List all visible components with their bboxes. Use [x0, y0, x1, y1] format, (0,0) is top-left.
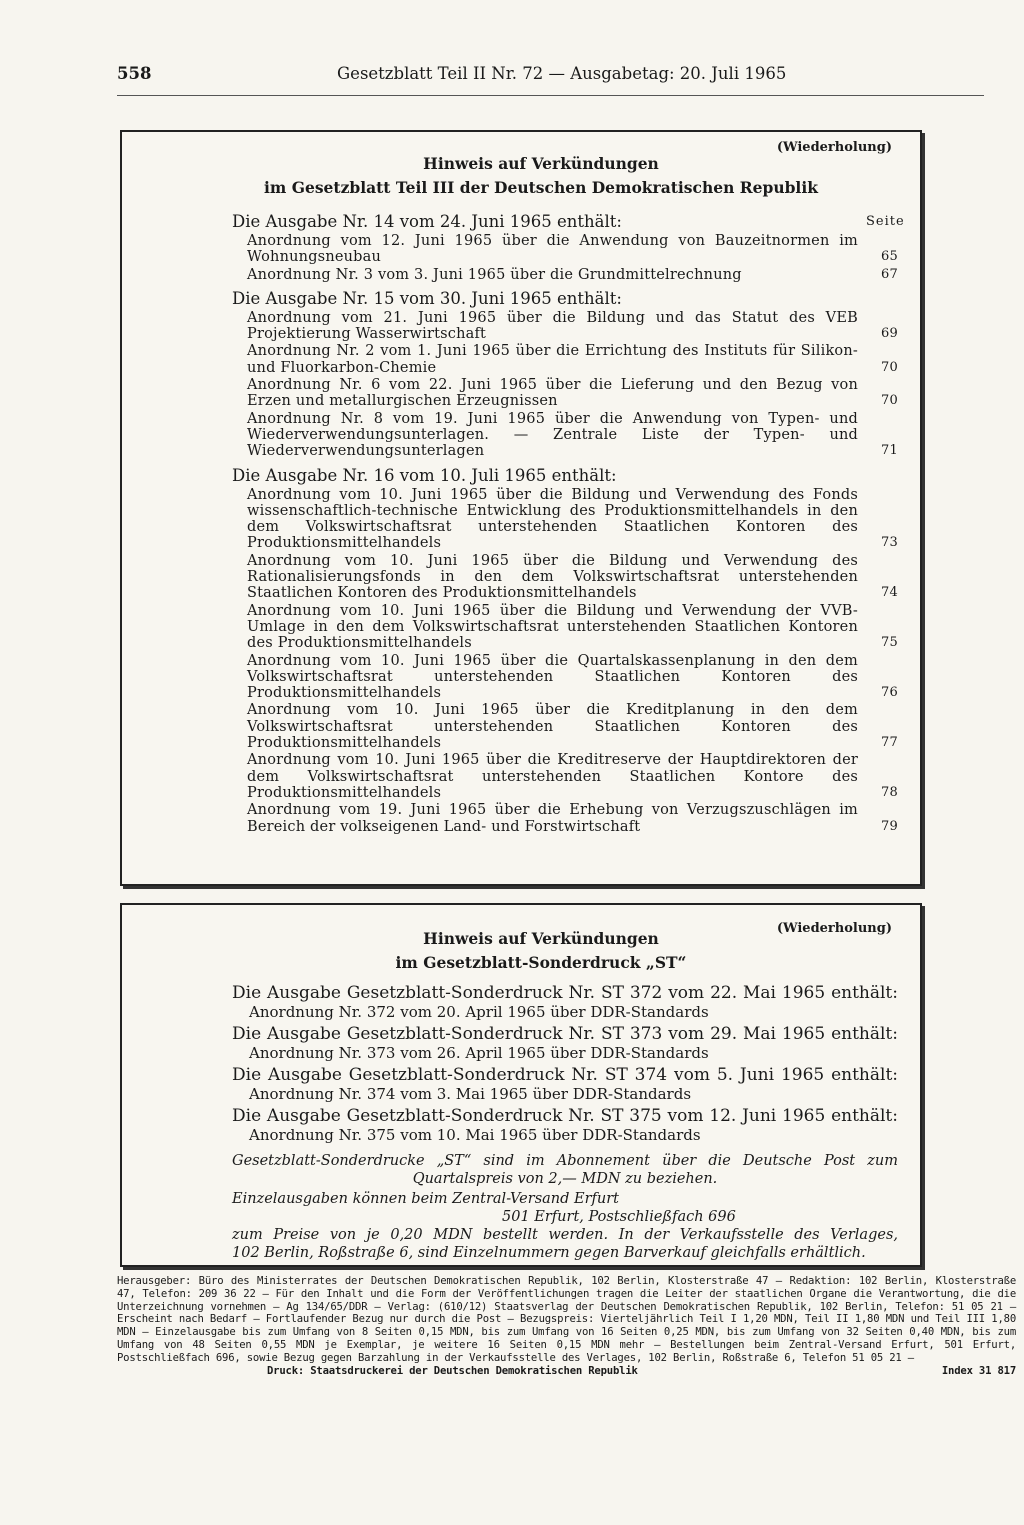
toc-entry-text: Anordnung Nr. 3 vom 3. Juni 1965 über die Grundmittelrechnung: [247, 266, 742, 283]
toc-entry-text: Anordnung vom 10. Juni 1965 über die Kreditplanung in den dem Volkswirtschaftsrat unterstehenden Staatlichen Kontoren des Produktionsmittelhandels: [247, 702, 858, 752]
toc-entry-text: Anordnung vom 10. Juni 1965 über die Bildung und Verwendung des Fonds wissenschaftlich-technische Entwicklung des Produktionsmittelhandels in den dem Volkswirtschaftsrat unterstehenden Staatlichen Kontoren des Produktionsmittelhandels: [247, 486, 858, 552]
st-issue-heading: Die Ausgabe Gesetzblatt-Sonderdruck Nr. ST 375 vom 12. Juni 1965 enthält:: [232, 1106, 898, 1126]
toc-entry: [232, 553, 898, 602]
price-note-2: 102 Berlin, Roßstraße 6, sind Einzelnummern gegen Barverkauf gleichfalls erhältlich.: [232, 1245, 866, 1261]
issue-heading: [232, 289, 898, 309]
toc-entry-text: Anordnung Nr. 8 vom 19. Juni 1965 über die Anwendung von Typen- und Wiederverwendungsunterlagen. — Zentrale Liste der Typen- und Wiederverwendungsunterlagen: [247, 410, 858, 460]
notice-box-sonderdruck-st: [120, 903, 922, 1267]
box-title-line2: im Gesetzblatt-Sonderdruck „ST“: [395, 953, 687, 972]
toc-entry-text: Anordnung vom 10. Juni 1965 über die Bildung und Verwendung des Rationalisierungsfonds in den dem Volkswirtschaftsrat unterstehenden Staatlichen Kontoren des Produktionsmittelhandels: [247, 552, 858, 602]
order-address: 501 Erfurt, Postschließfach 696: [502, 1209, 736, 1225]
toc-entry: [232, 233, 898, 266]
issue-heading: [232, 466, 898, 486]
printer-line: Druck: Staatsdruckerei der Deutschen Demokratischen Republik: [267, 1364, 638, 1377]
st-issue-entry: Anordnung Nr. 374 vom 3. Mai 1965 über DDR-Standards: [249, 1085, 692, 1103]
seite-column-label: Seite: [866, 214, 905, 229]
toc-entry-page: 79: [881, 818, 898, 834]
st-issue-heading: Die Ausgabe Gesetzblatt-Sonderdruck Nr. ST 374 vom 5. Juni 1965 enthält:: [232, 1065, 898, 1085]
box-title-line1: Hinweis auf Verkündungen: [423, 154, 659, 173]
toc-entry-page: 73: [881, 535, 898, 551]
toc-entry-page: 75: [881, 635, 898, 651]
running-header: [117, 64, 984, 83]
toc-entry: [232, 653, 898, 702]
toc-entry-page: 65: [881, 249, 898, 265]
st-issue-entry: Anordnung Nr. 373 vom 26. April 1965 über DDR-Standards: [249, 1044, 709, 1062]
issue-heading: [232, 212, 905, 232]
toc-entry: [232, 377, 898, 410]
index-number: Index 31 817: [941, 1364, 1016, 1377]
box-title: [122, 905, 920, 975]
imprint-footer: [117, 1365, 1016, 1378]
price-note: zum Preise von je 0,20 MDN bestellt werden. In der Verkaufsstelle des Verlages,: [232, 1227, 898, 1243]
st-issue-heading: Die Ausgabe Gesetzblatt-Sonderdruck Nr. ST 373 vom 29. Mai 1965 enthält:: [232, 1024, 898, 1044]
toc-entry-page: 67: [881, 266, 898, 282]
repeat-label: (Wiederholung): [776, 140, 892, 155]
repeat-label: (Wiederholung): [776, 921, 892, 936]
issue-heading-text: Die Ausgabe Nr. 16 vom 10. Juli 1965 enthält:: [232, 465, 617, 485]
toc-entry-page: 70: [881, 393, 898, 409]
toc-entry-page: 70: [881, 359, 898, 375]
st-issue-list: [232, 983, 898, 1262]
issue-heading-text: Die Ausgabe Nr. 15 vom 30. Juni 1965 enthält:: [232, 288, 622, 308]
toc-entry: [232, 343, 898, 376]
toc-entry-text: Anordnung vom 19. Juni 1965 über die Erhebung von Verzugszuschlägen im Bereich der volkseigenen Land- und Forstwirtschaft: [247, 802, 858, 835]
issue-list: [232, 206, 905, 835]
st-issue-entry: Anordnung Nr. 372 vom 20. April 1965 über DDR-Standards: [249, 1003, 709, 1021]
header-rule: [117, 95, 984, 96]
toc-entry-page: 69: [881, 326, 898, 342]
box-title-line2: im Gesetzblatt Teil III der Deutschen Demokratischen Republik: [264, 178, 818, 197]
running-title: Gesetzblatt Teil II Nr. 72 — Ausgabetag: 20. Juli 1965: [337, 64, 787, 83]
page-number: 558: [117, 64, 152, 83]
toc-entry: [232, 802, 898, 835]
subscription-note-2: Quartalspreis von 2,— MDN zu beziehen.: [412, 1171, 718, 1187]
toc-entry-page: 74: [881, 585, 898, 601]
toc-entry: [232, 310, 898, 343]
toc-entry: [232, 752, 898, 801]
st-issue-heading: Die Ausgabe Gesetzblatt-Sonderdruck Nr. ST 372 vom 22. Mai 1965 enthält:: [232, 983, 898, 1003]
st-issue-entry: Anordnung Nr. 375 vom 10. Mai 1965 über DDR-Standards: [249, 1126, 701, 1144]
issue-heading-text: Die Ausgabe Nr. 14 vom 24. Juni 1965 enthält:: [232, 212, 622, 231]
toc-entry-page: 77: [881, 735, 898, 751]
toc-entry-text: Anordnung Nr. 2 vom 1. Juni 1965 über die Errichtung des Instituts für Silikon- und Fluorkarbon-Chemie: [247, 343, 858, 376]
toc-entry-page: 78: [881, 784, 898, 800]
toc-entry-text: Anordnung Nr. 6 vom 22. Juni 1965 über die Lieferung und den Bezug von Erzen und metallurgischen Erzeugnissen: [247, 377, 858, 410]
imprint: [117, 1275, 1016, 1377]
toc-entry-page: 71: [881, 443, 898, 459]
toc-entry-text: Anordnung vom 10. Juni 1965 über die Bildung und Verwendung der VVB-Umlage in den dem Volkswirtschaftsrat unterstehenden Staatlichen Kontoren des Produktionsmittelhandels: [247, 602, 858, 652]
order-note: Einzelausgaben können beim Zentral-Versand Erfurt: [232, 1191, 619, 1207]
toc-entry-text: Anordnung vom 10. Juni 1965 über die Kreditreserve der Hauptdirektoren der dem Volkswirtschaftsrat unterstehenden Staatlichen Kontore des Produktionsmittelhandels: [247, 752, 858, 801]
toc-entry-text: Anordnung vom 21. Juni 1965 über die Bildung und das Statut des VEB Projektierung Wasserwirtschaft: [247, 309, 858, 343]
toc-entry: [232, 411, 898, 460]
box-title-line1: Hinweis auf Verkündungen: [423, 929, 659, 948]
toc-entry: [232, 487, 898, 552]
toc-entry-text: Anordnung vom 10. Juni 1965 über die Quartalskassenplanung in den dem Volkswirtschaftsrat unterstehenden Staatlichen Kontoren des Produktionsmittelhandels: [247, 652, 858, 702]
toc-entry: [232, 702, 898, 751]
subscription-note: Gesetzblatt-Sonderdrucke „ST“ sind im Abonnement über die Deutsche Post zum: [232, 1153, 898, 1169]
imprint-text: Herausgeber: Büro des Ministerrates der Deutschen Demokratischen Republik, 102 Berlin, Klosterstraße 47 – Redaktion: 102 Berlin, Klosterstraße 47, Telefon: 209 36 22 – Für den Inhalt und die Form der Veröffentlichungen tragen die Leiter der staatlichen Organe die Verantwortung, die die Unterzeichnung vornehmen – Ag 134/65/DDR – Verlag: (610/12) Staatsverlag der Deutschen Demokratischen Republik, 102 Berlin, Telefon: 51 05 21 – Erscheint nach Bedarf – Fortlaufender Bezug nur durch die Post – Bezugspreis: Vierteljährlich Teil I 1,20 MDN, Teil II 1,80 MDN und Teil III 1,80 MDN – Einzelausgabe bis zum Umfang von 8 Seiten 0,15 MDN, bis zum Umfang von 16 Seiten 0,25 MDN, bis zum Umfang von 32 Seiten 0,40 MDN, bis zum Umfang von 48 Seiten 0,55 MDN je Exemplar, je weitere 16 Seiten 0,15 MDN mehr – Bestellungen beim Zentral-Versand Erfurt, 501 Erfurt, Postschließfach 696, sowie Bezug gegen Barzahlung in der Verkaufsstelle des Verlages, 102 Berlin, Roßstraße 6, Telefon 51 05 21 –: [117, 1275, 1016, 1364]
toc-entry: [232, 267, 898, 283]
toc-entry: [232, 603, 898, 652]
notice-box-gesetzblatt-iii: [120, 130, 922, 886]
toc-entry-page: 76: [881, 685, 898, 701]
toc-entry-text: Anordnung vom 12. Juni 1965 über die Anwendung von Bauzeitnormen im Wohnungsneubau: [247, 233, 858, 266]
